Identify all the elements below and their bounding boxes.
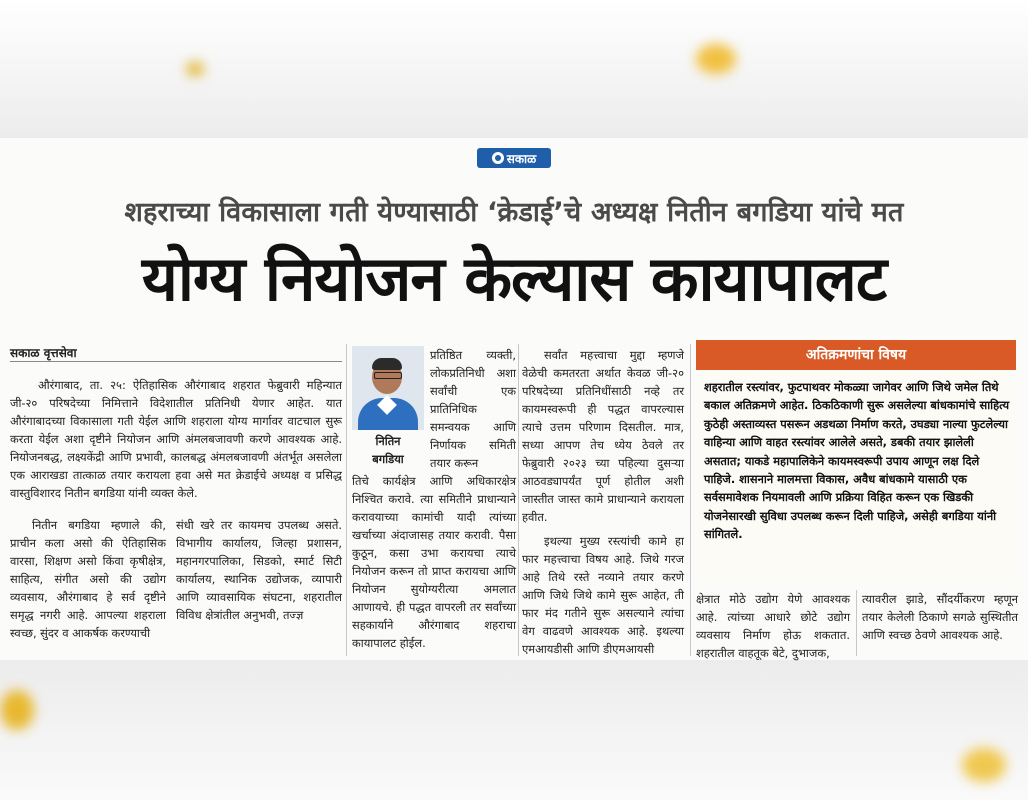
sun-icon [492,152,504,164]
sidebar-text: शहरातील रस्त्यांवर, फुटपाथवर मोकळ्या जागेवर आणि जिथे जमेल तिथे बकाल अतिक्रमणे आहेत. ठिकठिकाणी सुरू असलेल्या बांधकामांचे साहित्य कुठेही अस्ताव्यस्त पसरून अडथळा निर्माण करते, उघड्या नाल्या फुटलेल्या वाहिन्या आणि वाहत रस्त्यांवर आलेले असते, डबकी तयार झालेली असतात; याकडे महापालिकेने कायमस्वरूपी उपाय आणून लक्ष दिले पाहिजे. शासनाने मालमत्ता विकास, अवैध बांधकामे यासाठी एक सर्वसमावेशक नियमावली आणि प्रक्रिया विहित करून एक खिडकी योजनेसारखी सुविधा उपलब्ध करून दिली पाहिजे, असेही बगडिया यांनी सांगितले. [704,380,1010,542]
column-text: नितीन बगडिया म्हणाले की, प्राचीन कला असो की ऐतिहासिक वारसा, शिक्षण असो किंवा कृषीक्षेत्र, साहित्य, संगीत असो की उद्योग व्यवसाय, औरंगाबाद हे सर्व दृष्टीने समृद्ध नगरी आहे. आपल्या शहराला स्वच्छ, सुंदर व आकर्षक करण्याची [10,518,166,640]
bokeh-light [696,44,736,74]
background-top [0,0,1028,138]
column-divider [346,344,347,656]
photo-caption [352,432,424,468]
photo-glasses [374,372,402,379]
article-column-3 [352,472,516,652]
portrait-photo [352,346,424,430]
column-divider [518,344,519,656]
column-text: इथल्या मुख्य रस्त्यांची कामे हा फार महत्त्वाचा विषय आहे. जिथे गरज आहे तिथे रस्ते नव्याने तयार करणे आणि जिथे जिथे कामे सुरू आहेत, ती फार मंद गतीने सुरू असल्याने त्यांचा वेग वाढवणे आवश्यक आहे. इथल्या एमआयडीसी आणि डीएमआयसी [522,534,684,656]
article-column-6 [862,590,1018,644]
masthead-name: सकाळ [506,151,537,166]
bokeh-light [0,690,34,730]
lead-text: औरंगाबाद, ता. २५: ऐतिहासिक औरंगाबाद शहरात फेब्रुवारी महिन्यात जी-२० परिषदेच्या निमित्ताने विदेशातील प्रतिनिधी येणार आहेत. यात औरंगाबादच्या विकासाला गती येईल आणि शहराला योग्य मार्गावर वाटचाल सुरू करता येईल अशा दृष्टीने नियोजन आणि अंमलबजावणी करणे आवश्यक आहे. नियोजनबद्ध, लक्ष्यकेंद्री आणि प्रभावी, कालबद्ध अंमलबजावणी अंतर्भूत असलेला एक आराखडा तात्काळ तयार करायला हवा असे मत क्रेडाईचे अध्यक्ष व प्रसिद्ध वास्तुविशारद नितीन बगडिया यांनी व्यक्त केले. [10,378,342,500]
article-column-5 [696,590,850,662]
column-divider [690,344,691,656]
column-divider [856,590,857,656]
sidebar-box-title: अतिक्रमणांचा विषय [805,347,907,363]
sidebar-box-body [704,378,1010,544]
bokeh-light [962,748,1006,782]
caption-last-name: बगडिया [372,452,404,466]
bokeh-light [186,62,204,76]
kicker-headline: शहराच्या विकासाला गती येण्यासाठी ‘क्रेडाई’चे अध्यक्ष नितीन बगडिया यांचे मत [124,197,904,228]
main-headline: योग्य नियोजन केल्यास कायापालट [141,242,887,315]
article-column-4 [522,346,684,658]
sidebar-box [696,340,1016,582]
article-column-2 [176,516,342,624]
caption-first-name: नितिन [375,434,401,448]
article-column-1 [10,516,166,642]
column-text: सर्वांत महत्त्वाचा मुद्दा म्हणजे वेळेची कमतरता अर्थात केवळ जी-२० परिषदेच्या प्रतिनिधींसाठी नव्हे तर कायमस्वरूपी ही पद्धत वापरल्यास त्याचे उत्तम परिणाम दिसतील. मात्र, सध्या आपण तेच ध्येय ठेवले तर फेब्रुवारी २०२३ च्या पहिल्या दुसऱ्या आठवड्यापर्यंत पूर्ण होतील अशी जास्तीत जास्त कामे प्राधान्याने करायला हवीत. [522,348,684,524]
lead-paragraph [10,376,342,502]
column-text: क्षेत्रात मोठे उद्योग येणे आवश्यक आहे. त्यांच्या आधारे छोटे उद्योग व्यवसाय निर्माण होऊ शकतात. शहरातील वाहतूक बेटे, दुभाजक, [696,592,850,660]
column-text: प्रतिष्ठित व्यक्ती, लोकप्रतिनिधी अशा सर्वांची एक प्रातिनिधिक समन्वयक आणि निर्णायक समिती तयार करून [430,348,516,470]
column-text: तिचे कार्यक्षेत्र आणि अधिकारक्षेत्र निश्चित करावे. त्या समितीने प्राधान्याने करावयाच्या कामांची यादी त्यांच्या खर्चाच्या अंदाजासह तयार करावी. पैसा कुठून, कसा उभा करायचा त्याचे नियोजन करून तो प्राप्त करायचा आणि नियोजन सुयोग्यरीत्या अमलात आणायचे. ही पद्धत वापरली तर सर्वांच्या सहकार्याने औरंगाबाद शहराचा कायापालट होईल. [352,474,516,650]
article-column-3-top [430,346,516,472]
background-bottom [0,660,1028,800]
masthead-logo [477,148,551,168]
newspaper-clipping [0,138,1028,660]
column-text: त्यावरील झाडे, सौंदर्यीकरण म्हणून तयार केलेली ठिकाणे सगळे सुस्थितीत आणि स्वच्छ ठेवणे आवश्यक आहे. [862,592,1018,642]
divider [10,361,342,362]
byline: सकाळ वृत्तसेवा [10,346,77,360]
column-text: संधी खरे तर कायमच उपलब्ध असते. विभागीय कार्यालय, जिल्हा प्रशासन, महानगरपालिका, सिडको, स्मार्ट सिटी कार्यालय, स्थानिक उद्योजक, व्यापारी आणि व्यावसायिक संघटना, शहरातील विविध क्षेत्रांतील अनुभवी, तज्ज्ञ [176,518,342,622]
photo-hair [372,358,402,370]
